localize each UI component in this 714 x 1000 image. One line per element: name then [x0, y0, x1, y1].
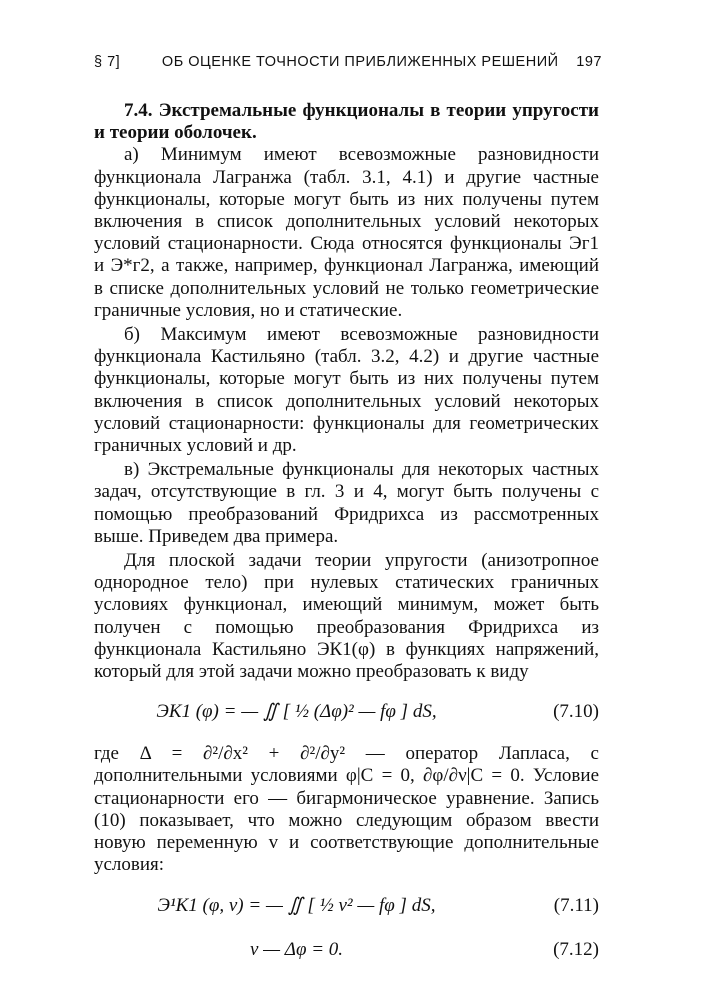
equation-7-10: [94, 689, 599, 743]
equation-7-10-number: (7.10): [553, 701, 599, 723]
equation-7-11: [94, 883, 599, 937]
paragraph-a: а) Минимум имеют всевозможные разновидности функционала Лагранжа (табл. 3.1, 4.1) и другие частные функционалы, которые могут быть из них получены путем включения в список дополнительных условий некоторых условий стационарности. Сюда относятся функционалы Эг1 и Э*г2, а также, например, функционал Лагранжа, имеющий в списке дополнительных условий не только геометрические граничные условия, но и статические.: [94, 144, 599, 321]
paragraph-e: где Δ = ∂²/∂x² + ∂²/∂y² — оператор Лапласа, с дополнительными условиями φ|C = 0, ∂φ/∂ν|C = 0. Условие стационарности его — бигармоническое уравнение. Запись (10) показывает, что можно следующим образом ввести новую переменную v и соответствующие дополнительные условия:: [94, 743, 599, 876]
equation-7-11-expression: Э¹К1 (φ, v) = — ∬ [ ½ v² — fφ ] dS,: [157, 894, 436, 916]
equation-7-10-expression: ЭК1 (φ) = — ∬ [ ½ (Δφ)² — fφ ] dS,: [156, 701, 437, 723]
equation-7-11-number: (7.11): [553, 894, 599, 916]
section-heading: 7.4. Экстремальные функционалы в теории упругости и теории оболочек.: [94, 100, 599, 144]
body-text: [94, 100, 599, 967]
paragraph-c: в) Экстремальные функционалы для некоторых частных задач, отсутствующие в гл. 3 и 4, могут быть получены с помощью преобразований Фридрихса из рассмотренных выше. Приведем два примера.: [94, 459, 599, 547]
page-number: 197: [576, 54, 602, 70]
equation-7-12-expression: v — Δφ = 0.: [249, 938, 344, 960]
equation-7-12-number: (7.12): [553, 938, 599, 960]
equation-7-12: [94, 937, 599, 967]
running-title: ОБ ОЦЕНКЕ ТОЧНОСТИ ПРИБЛИЖЕННЫХ РЕШЕНИЙ: [161, 54, 559, 70]
paragraph-d: Для плоской задачи теории упругости (анизотропное однородное тело) при нулевых статических граничных условиях функционал, имеющий минимум, может быть получен с помощью преобразования Фридрихса из функционала Кастильяно ЭК1(φ) в функциях напряжений, который для этой задачи можно преобразовать к виду: [94, 550, 599, 683]
paragraph-b: б) Максимум имеют всевозможные разновидности функционала Кастильяно (табл. 3.2, 4.2) и другие частные функционалы, которые могут быть из них получены путем включения в список дополнительных условий некоторых условий стационарности: функционалы для геометрических граничных условий и др.: [94, 324, 599, 457]
section-marker: § 7]: [94, 54, 121, 70]
running-head: [94, 54, 602, 70]
